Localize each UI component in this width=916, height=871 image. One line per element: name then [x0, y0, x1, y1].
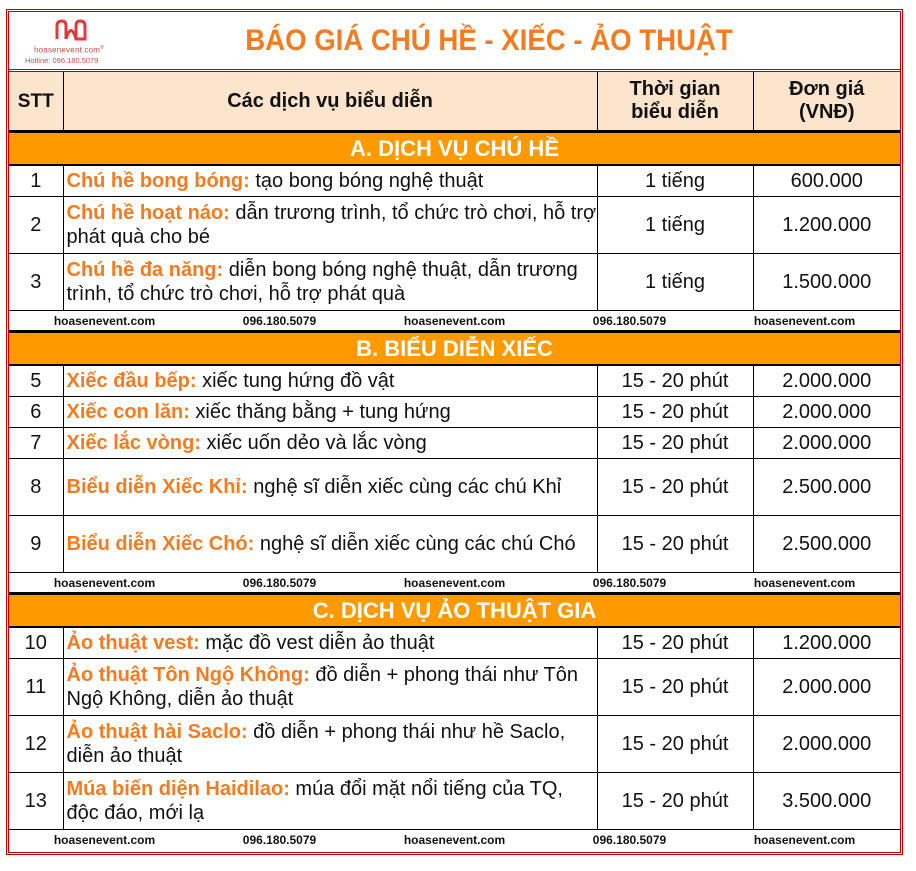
section-title: A. DỊCH VỤ CHÚ HỀ: [9, 132, 900, 166]
watermark-text: hoasenevent.com: [53, 313, 156, 328]
row-duration: 15 - 20 phút: [597, 397, 753, 428]
col-duration: Thời gian biểu diễn: [597, 71, 753, 132]
service-name: Chú hề hoạt náo:: [66, 202, 230, 224]
service-name: Chú hề bong bóng:: [66, 170, 250, 192]
row-stt: 13: [9, 773, 63, 830]
logo: [9, 12, 149, 69]
row-stt: 2: [9, 197, 63, 254]
service-desc: đồ diễn + phong thái như Tôn Ngộ Không, diễn ảo thuật: [66, 664, 578, 710]
table-row: [9, 716, 900, 773]
logo-hotline: Hotline: 096.180.5079: [25, 56, 99, 65]
service-desc: tạo bong bóng nghệ thuật: [249, 170, 484, 192]
price-table: [9, 12, 900, 849]
watermark-text: 096.180.5079: [242, 575, 317, 590]
row-service: [63, 254, 597, 311]
watermark-row: [9, 830, 900, 850]
row-service: [63, 165, 597, 197]
row-stt: 11: [9, 659, 63, 716]
watermark-text: hoasenevent.com: [753, 575, 856, 590]
watermark-row: [9, 311, 900, 332]
row-duration: 15 - 20 phút: [597, 716, 753, 773]
row-service: [63, 716, 597, 773]
row-duration: 15 - 20 phút: [597, 459, 753, 516]
table-row: [9, 459, 900, 516]
table-row: [9, 197, 900, 254]
row-price: 2.500.000: [753, 459, 900, 516]
row-duration: 15 - 20 phút: [597, 516, 753, 573]
row-duration: 15 - 20 phút: [597, 773, 753, 830]
table-row: [9, 397, 900, 428]
row-stt: 8: [9, 459, 63, 516]
section-header: [9, 594, 900, 628]
service-name: Múa biến diện Haidilao:: [66, 778, 290, 800]
row-stt: 5: [9, 365, 63, 397]
section-header: [9, 332, 900, 366]
row-service: [63, 659, 597, 716]
col-service: Các dịch vụ biểu diễn: [63, 71, 597, 132]
service-name: Ảo thuật vest:: [66, 632, 200, 654]
row-price: 1.200.000: [753, 197, 900, 254]
watermark-text: hoasenevent.com: [53, 832, 156, 847]
table-row: [9, 428, 900, 459]
service-name: Ảo thuật Tôn Ngộ Không:: [66, 664, 310, 686]
service-desc: nghệ sĩ diễn xiếc cùng các chú Khỉ: [247, 476, 562, 498]
logo-site: hoasenevent.com®: [34, 45, 105, 55]
row-service: [63, 428, 597, 459]
section-title: C. DỊCH VỤ ẢO THUẬT GIA: [9, 594, 900, 628]
row-stt: 9: [9, 516, 63, 573]
row-duration: 15 - 20 phút: [597, 627, 753, 659]
price-table-frame: [6, 9, 903, 855]
row-service: [63, 459, 597, 516]
page-title: BÁO GIÁ CHÚ HỀ - XIẾC - ẢO THUẬT: [245, 23, 733, 57]
watermark-text: hoasenevent.com: [753, 832, 856, 847]
row-service: [63, 516, 597, 573]
row-price: 2.000.000: [753, 428, 900, 459]
row-stt: 10: [9, 627, 63, 659]
row-service: [63, 773, 597, 830]
watermark-text: hoasenevent.com: [753, 313, 856, 328]
table-row: [9, 165, 900, 197]
row-price: 2.000.000: [753, 659, 900, 716]
row-duration: 1 tiếng: [597, 165, 753, 197]
watermark-text: 096.180.5079: [592, 832, 667, 847]
service-desc: xiếc tung hứng đồ vật: [196, 370, 395, 392]
table-row: [9, 516, 900, 573]
row-service: [63, 197, 597, 254]
row-duration: 15 - 20 phút: [597, 428, 753, 459]
table-row: [9, 659, 900, 716]
row-stt: 7: [9, 428, 63, 459]
row-service: [63, 627, 597, 659]
service-name: Xiếc con lăn:: [66, 401, 190, 423]
watermark-text: 096.180.5079: [592, 313, 667, 328]
row-price: 600.000: [753, 165, 900, 197]
service-name: Ảo thuật hài Saclo:: [66, 721, 248, 743]
service-name: Biểu diễn Xiếc Chó:: [66, 533, 255, 555]
service-desc: diễn bong bóng nghệ thuật, dẫn trương trình, tổ chức trò chơi, hỗ trợ phát quà: [66, 259, 578, 305]
section-header: [9, 132, 900, 166]
watermark-text: hoasenevent.com: [403, 313, 506, 328]
service-name: Xiếc lắc vòng:: [66, 432, 201, 454]
service-desc: nghệ sĩ diễn xiếc cùng các chú Chó: [254, 533, 576, 555]
col-stt: STT: [9, 71, 63, 132]
row-price: 3.500.000: [753, 773, 900, 830]
row-stt: 1: [9, 165, 63, 197]
row-stt: 3: [9, 254, 63, 311]
service-name: Biểu diễn Xiếc Khỉ:: [66, 476, 248, 498]
watermark-text: hoasenevent.com: [53, 575, 156, 590]
watermark-text: 096.180.5079: [242, 832, 317, 847]
row-price: 2.500.000: [753, 516, 900, 573]
row-price: 1.500.000: [753, 254, 900, 311]
service-desc: đồ diễn + phong thái như hề Saclo, diễn ảo thuật: [66, 721, 566, 767]
row-price: 1.200.000: [753, 627, 900, 659]
row-duration: 1 tiếng: [597, 197, 753, 254]
table-row: [9, 773, 900, 830]
row-duration: 15 - 20 phút: [597, 365, 753, 397]
service-name: Xiếc đầu bếp:: [66, 370, 197, 392]
title-row: [9, 12, 900, 71]
watermark-text: hoasenevent.com: [403, 575, 506, 590]
table-row: [9, 365, 900, 397]
watermark-text: 096.180.5079: [242, 313, 317, 328]
col-price: Đơn giá (VNĐ): [753, 71, 900, 132]
lotus-logo-icon: [54, 18, 88, 42]
row-stt: 6: [9, 397, 63, 428]
table-row: [9, 254, 900, 311]
service-desc: xiếc uốn dẻo và lắc vòng: [201, 432, 427, 454]
row-stt: 12: [9, 716, 63, 773]
row-price: 2.000.000: [753, 716, 900, 773]
watermark-row: [9, 573, 900, 594]
service-name: Chú hề đa năng:: [66, 259, 224, 281]
row-price: 2.000.000: [753, 397, 900, 428]
row-service: [63, 365, 597, 397]
table-row: [9, 627, 900, 659]
row-duration: 15 - 20 phút: [597, 659, 753, 716]
row-price: 2.000.000: [753, 365, 900, 397]
watermark-text: 096.180.5079: [592, 575, 667, 590]
service-desc: mặc đồ vest diễn ảo thuật: [199, 632, 435, 654]
service-desc: múa đổi mặt nổi tiếng của TQ, độc đáo, mới lạ: [66, 778, 563, 824]
service-desc: dẫn trương trình, tổ chức trò chơi, hỗ trợ phát quà cho bé: [66, 202, 597, 248]
column-header-row: [9, 71, 900, 132]
service-desc: xiếc thăng bằng + tung hứng: [189, 401, 451, 423]
section-title: B. BIỂU DIỄN XIẾC: [9, 332, 900, 366]
row-duration: 1 tiếng: [597, 254, 753, 311]
row-service: [63, 397, 597, 428]
watermark-text: hoasenevent.com: [403, 832, 506, 847]
